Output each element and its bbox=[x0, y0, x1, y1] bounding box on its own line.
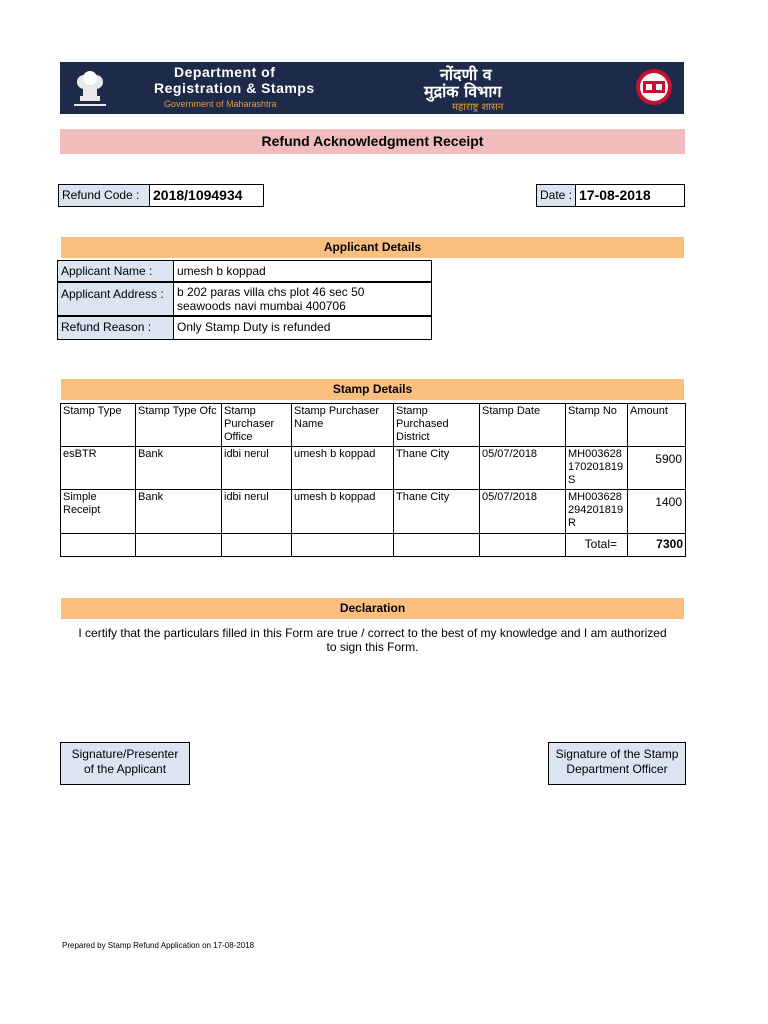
refund-reason-label: Refund Reason : bbox=[57, 316, 174, 340]
cell-amount: 5900 bbox=[628, 447, 686, 490]
cell-stamp-no: MH003628 294201819 R bbox=[566, 490, 628, 534]
address-line1: b 202 paras villa chs plot 46 sec 50 bbox=[177, 285, 365, 299]
department-logo-icon bbox=[634, 67, 674, 107]
applicant-address-label: Applicant Address : bbox=[57, 282, 174, 316]
cell-district: Thane City bbox=[394, 490, 480, 534]
header-amount: Amount bbox=[628, 404, 686, 447]
cell-purchaser-office: idbi nerul bbox=[222, 447, 292, 490]
dept-subtitle: Government of Maharashtra bbox=[164, 99, 277, 109]
header-purchased-district: Stamp Purchased District bbox=[394, 404, 480, 447]
applicant-signature-line2: of the Applicant bbox=[83, 762, 167, 776]
declaration-text bbox=[60, 626, 685, 654]
header-purchaser-name: Stamp Purchaser Name bbox=[292, 404, 394, 447]
applicant-name-label: Applicant Name : bbox=[57, 260, 174, 282]
cell-stamp-type-ofc: Bank bbox=[136, 490, 222, 534]
declaration-line1: I certify that the particulars filled in this Form are true / correct to the best of my knowledge and I am authorized bbox=[78, 626, 667, 640]
applicant-name-value: umesh b koppad bbox=[173, 260, 432, 282]
table-header-row bbox=[61, 404, 686, 447]
cell-stamp-no: MH003628 170201819 S bbox=[566, 447, 628, 490]
date-label: Date : bbox=[536, 184, 576, 207]
cell-amount: 1400 bbox=[628, 490, 686, 534]
dept-title-hindi-line2: मुद्रांक विभाग bbox=[424, 82, 502, 101]
cell-purchaser-name: umesh b koppad bbox=[292, 447, 394, 490]
dept-subtitle-hindi: महाराष्ट्र शासन bbox=[452, 102, 504, 113]
header-stamp-type: Stamp Type bbox=[61, 404, 136, 447]
page-title: Refund Acknowledgment Receipt bbox=[60, 129, 685, 154]
header-banner bbox=[60, 62, 684, 114]
refund-reason-value: Only Stamp Duty is refunded bbox=[173, 316, 432, 340]
address-line2: seawoods navi mumbai 400706 bbox=[177, 299, 346, 313]
header-stamp-no: Stamp No bbox=[566, 404, 628, 447]
dept-title-hindi-line1: नोंदणी व bbox=[440, 65, 492, 84]
cell-purchaser-name: umesh b koppad bbox=[292, 490, 394, 534]
applicant-section-title: Applicant Details bbox=[61, 237, 684, 258]
header-purchaser-office: Stamp Purchaser Office bbox=[222, 404, 292, 447]
stamp-section-title: Stamp Details bbox=[61, 379, 684, 400]
refund-code-label: Refund Code : bbox=[58, 184, 150, 207]
footer-note: Prepared by Stamp Refund Application on 17-08-2018 bbox=[62, 941, 255, 950]
stamp-details-table bbox=[60, 403, 686, 557]
declaration-line2: to sign this Form. bbox=[326, 640, 419, 654]
cell-stamp-type: Simple Receipt bbox=[61, 490, 136, 534]
header-stamp-type-ofc: Stamp Type Ofc bbox=[136, 404, 222, 447]
total-value: 7300 bbox=[628, 534, 686, 557]
cell-purchaser-office: idbi nerul bbox=[222, 490, 292, 534]
national-emblem-icon bbox=[66, 66, 114, 110]
applicant-signature-line1: Signature/Presenter bbox=[71, 747, 179, 761]
officer-signature-line2: Department Officer bbox=[566, 762, 668, 776]
cell-stamp-date: 05/07/2018 bbox=[480, 447, 566, 490]
dept-title-line1: Department of bbox=[174, 64, 276, 80]
header-stamp-date: Stamp Date bbox=[480, 404, 566, 447]
table-total-row bbox=[61, 534, 686, 557]
dept-title-line2: Registration & Stamps bbox=[154, 80, 315, 96]
officer-signature-box bbox=[548, 742, 686, 785]
cell-district: Thane City bbox=[394, 447, 480, 490]
applicant-address-value bbox=[173, 282, 432, 316]
officer-signature-line1: Signature of the Stamp bbox=[555, 747, 679, 761]
cell-stamp-date: 05/07/2018 bbox=[480, 490, 566, 534]
total-label: Total= bbox=[566, 534, 628, 557]
refund-code-value: 2018/1094934 bbox=[149, 184, 264, 207]
table-row bbox=[61, 447, 686, 490]
applicant-signature-box bbox=[60, 742, 190, 785]
cell-stamp-type-ofc: Bank bbox=[136, 447, 222, 490]
table-row bbox=[61, 490, 686, 534]
cell-stamp-type: esBTR bbox=[61, 447, 136, 490]
declaration-section-title: Declaration bbox=[61, 598, 684, 619]
date-value: 17-08-2018 bbox=[575, 184, 685, 207]
